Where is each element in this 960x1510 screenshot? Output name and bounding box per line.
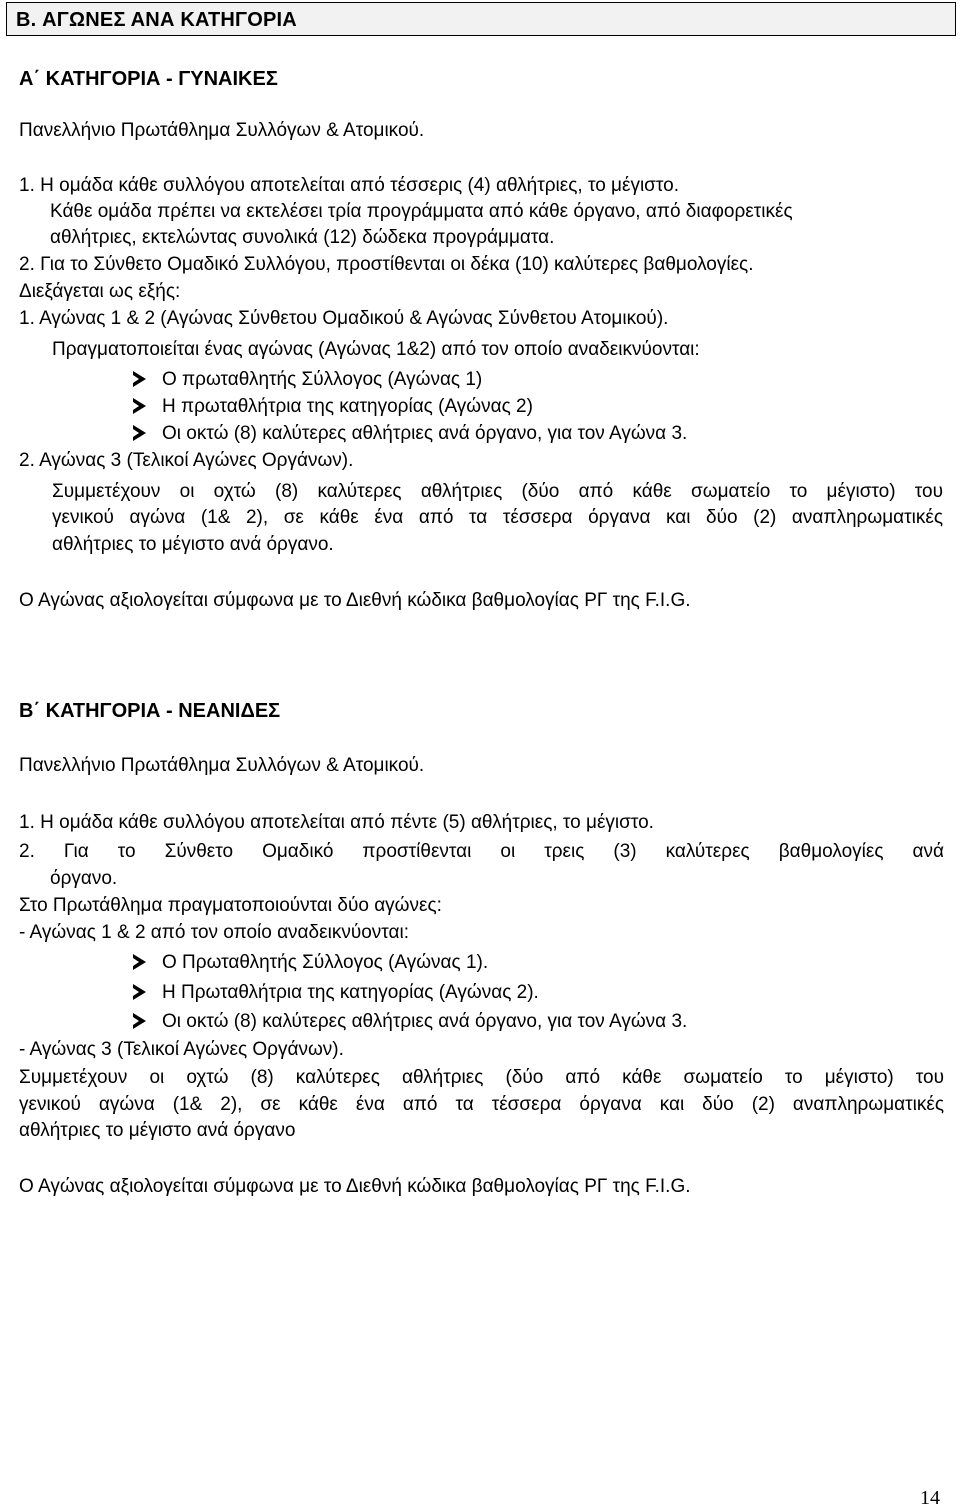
category-a-bullet-1: Ο πρωταθλητής Σύλλογος (Αγώνας 1) — [162, 369, 483, 390]
category-a-rule-2: 2. Για το Σύνθετο Ομαδικό Συλλόγου, προστίθενται οι δέκα (10) καλύτερες βαθμολογίες. — [19, 254, 754, 275]
category-b-event-2-desc-cont: γενικού αγώνα (1& 2), σε κάθε ένα από τα τέσσερα όργανα και δύο (2) αναπληρωματικές — [19, 1094, 944, 1115]
category-b-event-2: - Αγώνας 3 (Τελικοί Αγώνες Οργάνων). — [19, 1039, 344, 1060]
category-b-event-2-desc-cont2: αθλήτριες το μέγιστο ανά όργανο — [19, 1120, 296, 1141]
category-a-title: Α΄ ΚΑΤΗΓΟΡΙΑ - ΓΥΝΑΙΚΕΣ — [19, 68, 278, 90]
category-a-event-2-desc-cont: γενικού αγώνα (1& 2), σε κάθε ένα από τα τέσσερα όργανα και δύο (2) αναπληρωματικές — [52, 507, 943, 528]
category-a-event-1: 1. Αγώνας 1 & 2 (Αγώνας Σύνθετου Ομαδικού & Αγώνας Σύνθετου Ατομικού). — [19, 308, 669, 329]
category-a-rule-1: 1. Η ομάδα κάθε συλλόγου αποτελείται από τέσσερις (4) αθλήτριες, το μέγιστο. — [19, 175, 679, 196]
category-b-rule-2: 2. Για το Σύνθετο Ομαδικό προστίθενται οι τρεις (3) καλύτερες βαθμολογίες ανά — [19, 841, 944, 862]
category-b-bullet-2: Η Πρωταθλήτρια της κατηγορίας (Αγώνας 2). — [162, 982, 539, 1003]
category-a-subtitle: Πανελλήνιο Πρωτάθλημα Συλλόγων & Ατομικού. — [19, 120, 425, 141]
arrow-bullet-icon — [133, 398, 146, 414]
category-a-evaluation: Ο Αγώνας αξιολογείται σύμφωνα με το Διεθνή κώδικα βαθμολογίας ΡΓ της F.I.G. — [19, 590, 691, 611]
category-a-format-label: Διεξάγεται ως εξής: — [19, 281, 181, 302]
arrow-bullet-icon — [133, 984, 146, 1000]
category-a-event-2-desc-cont2: αθλήτριες το μέγιστο ανά όργανο. — [52, 534, 334, 555]
category-b-bullet-1: Ο Πρωταθλητής Σύλλογος (Αγώνας 1). — [162, 952, 489, 973]
category-a-bullet-3: Οι οκτώ (8) καλύτερες αθλήτριες ανά όργανο, για τον Αγώνα 3. — [162, 423, 688, 444]
section-header-title: B. ΑΓΩΝΕΣ ΑΝΑ ΚΑΤΗΓΟΡΙΑ — [16, 9, 297, 31]
category-a-bullet-2: Η πρωταθλήτρια της κατηγορίας (Αγώνας 2) — [162, 396, 533, 417]
arrow-bullet-icon — [133, 425, 146, 441]
category-a-event-2-desc: Συμμετέχουν οι οχτώ (8) καλύτερες αθλήτριες (δύο από κάθε σωματείο το μέγιστο) του — [52, 481, 943, 502]
category-b-title: Β΄ ΚΑΤΗΓΟΡΙΑ - ΝΕΑΝΙΔΕΣ — [19, 700, 281, 722]
arrow-bullet-icon — [133, 1013, 146, 1029]
page-number: 14 — [920, 1487, 940, 1509]
section-header-box — [6, 2, 956, 36]
category-b-events-intro: Στο Πρωτάθλημα πραγματοποιούνται δύο αγώνες: — [19, 895, 442, 916]
arrow-bullet-icon — [133, 371, 146, 387]
category-b-bullet-3: Οι οκτώ (8) καλύτερες αθλήτριες ανά όργανο, για τον Αγώνα 3. — [162, 1011, 688, 1032]
category-b-subtitle: Πανελλήνιο Πρωτάθλημα Συλλόγων & Ατομικού. — [19, 755, 425, 776]
arrow-bullet-icon — [133, 954, 146, 970]
category-b-rule-1: 1. Η ομάδα κάθε συλλόγου αποτελείται από πέντε (5) αθλήτριες, το μέγιστο. — [19, 812, 654, 833]
category-b-event-2-desc: Συμμετέχουν οι οχτώ (8) καλύτερες αθλήτριες (δύο από κάθε σωματείο το μέγιστο) του — [19, 1067, 944, 1088]
category-a-rule-1-cont: Κάθε ομάδα πρέπει να εκτελέσει τρία προγράμματα από κάθε όργανο, από διαφορετικές — [50, 201, 793, 222]
category-b-event-1: - Αγώνας 1 & 2 από τον οποίο αναδεικνύονται: — [19, 922, 409, 943]
category-a-rule-1-cont2: αθλήτριες, εκτελώντας συνολικά (12) δώδεκα προγράμματα. — [50, 227, 555, 248]
category-b-evaluation: Ο Αγώνας αξιολογείται σύμφωνα με το Διεθνή κώδικα βαθμολογίας ΡΓ της F.I.G. — [19, 1176, 691, 1197]
category-b-rule-2-cont: όργανο. — [50, 868, 118, 889]
category-a-event-1-desc: Πραγματοποιείται ένας αγώνας (Αγώνας 1&2) από τον οποίο αναδεικνύονται: — [52, 339, 700, 360]
category-a-event-2: 2. Αγώνας 3 (Τελικοί Αγώνες Οργάνων). — [19, 450, 354, 471]
